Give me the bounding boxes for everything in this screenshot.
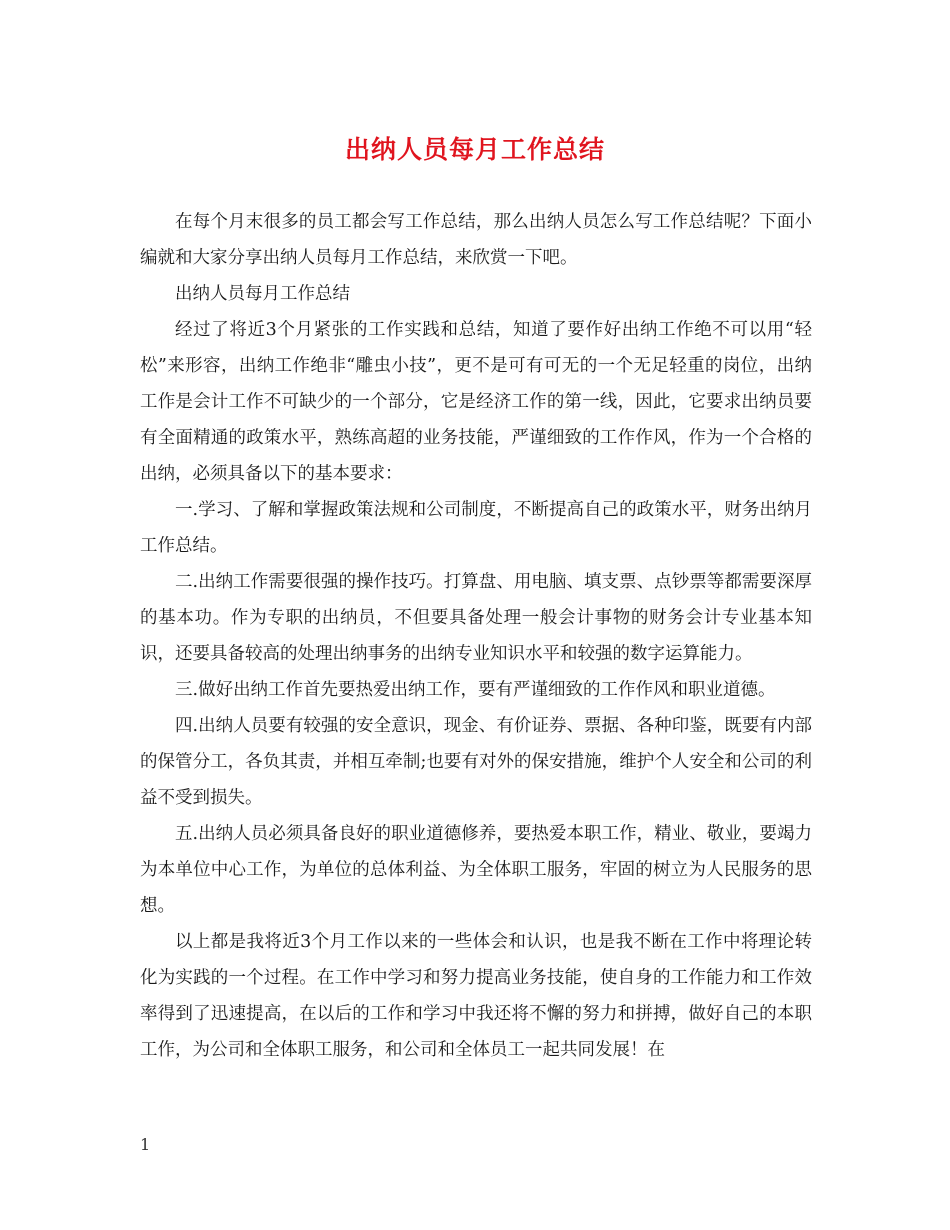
paragraph-conclusion: 以上都是我将近3个月工作以来的一些体会和认识，也是我不断在工作中将理论转化为实践的一个过程。在工作中学习和努力提高业务技能，使自身的工作能力和工作效率得到了迅速提高，在以后的工作和学习中我还将不懈的努力和拼搏，做好自己的本职工作，为公司和全体职工服务，和公司和全体员工一起共同发展！在 — [140, 932, 812, 1060]
paragraph-item-5: 五.出纳人员必须具备良好的职业道德修养，要热爱本职工作，精业、敬业，要竭力为本单位中心工作，为单位的总体利益、为全体职工服务，牢固的树立为人民服务的思想。 — [140, 824, 812, 916]
paragraph-overview: 经过了将近3个月紧张的工作实践和总结，知道了要作好出纳工作绝不可以用“轻松”来形容，出纳工作绝非“雕虫小技”，更不是可有可无的一个无足轻重的岗位，出纳工作是会计工作不可缺少的一个部分，它是经济工作的第一线，因此，它要求出纳员要有全面精通的政策水平，熟练高超的业务技能，严谨细致的工作作风，作为一个合格的出纳，必须具备以下的基本要求： — [140, 320, 812, 484]
paragraph-intro: 在每个月末很多的员工都会写工作总结，那么出纳人员怎么写工作总结呢？下面小编就和大家分享出纳人员每月工作总结，来欣赏一下吧。 — [140, 212, 812, 268]
paragraph-item-2: 二.出纳工作需要很强的操作技巧。打算盘、用电脑、填支票、点钞票等都需要深厚的基本功。作为专职的出纳员，不但要具备处理一般会计事物的财务会计专业基本知识，还要具备较高的处理出纳事务的出纳专业知识水平和较强的数字运算能力。 — [140, 572, 812, 664]
paragraph-item-1: 一.学习、了解和掌握政策法规和公司制度，不断提高自己的政策水平，财务出纳月工作总结。 — [140, 500, 812, 556]
document-title: 出纳人员每月工作总结 — [344, 135, 605, 164]
paragraph-item-4: 四.出纳人员要有较强的安全意识，现金、有价证券、票据、各种印鉴，既要有内部的保管分工，各负其责，并相互牵制;也要有对外的保安措施，维护个人安全和公司的利益不受到损失。 — [140, 716, 812, 808]
paragraph-item-3: 三.做好出纳工作首先要热爱出纳工作，要有严谨细致的工作作风和职业道德。 — [175, 680, 776, 700]
paragraph-subtitle: 出纳人员每月工作总结 — [175, 284, 350, 304]
document-body — [140, 204, 812, 1068]
page-number: 1 — [140, 1135, 151, 1154]
